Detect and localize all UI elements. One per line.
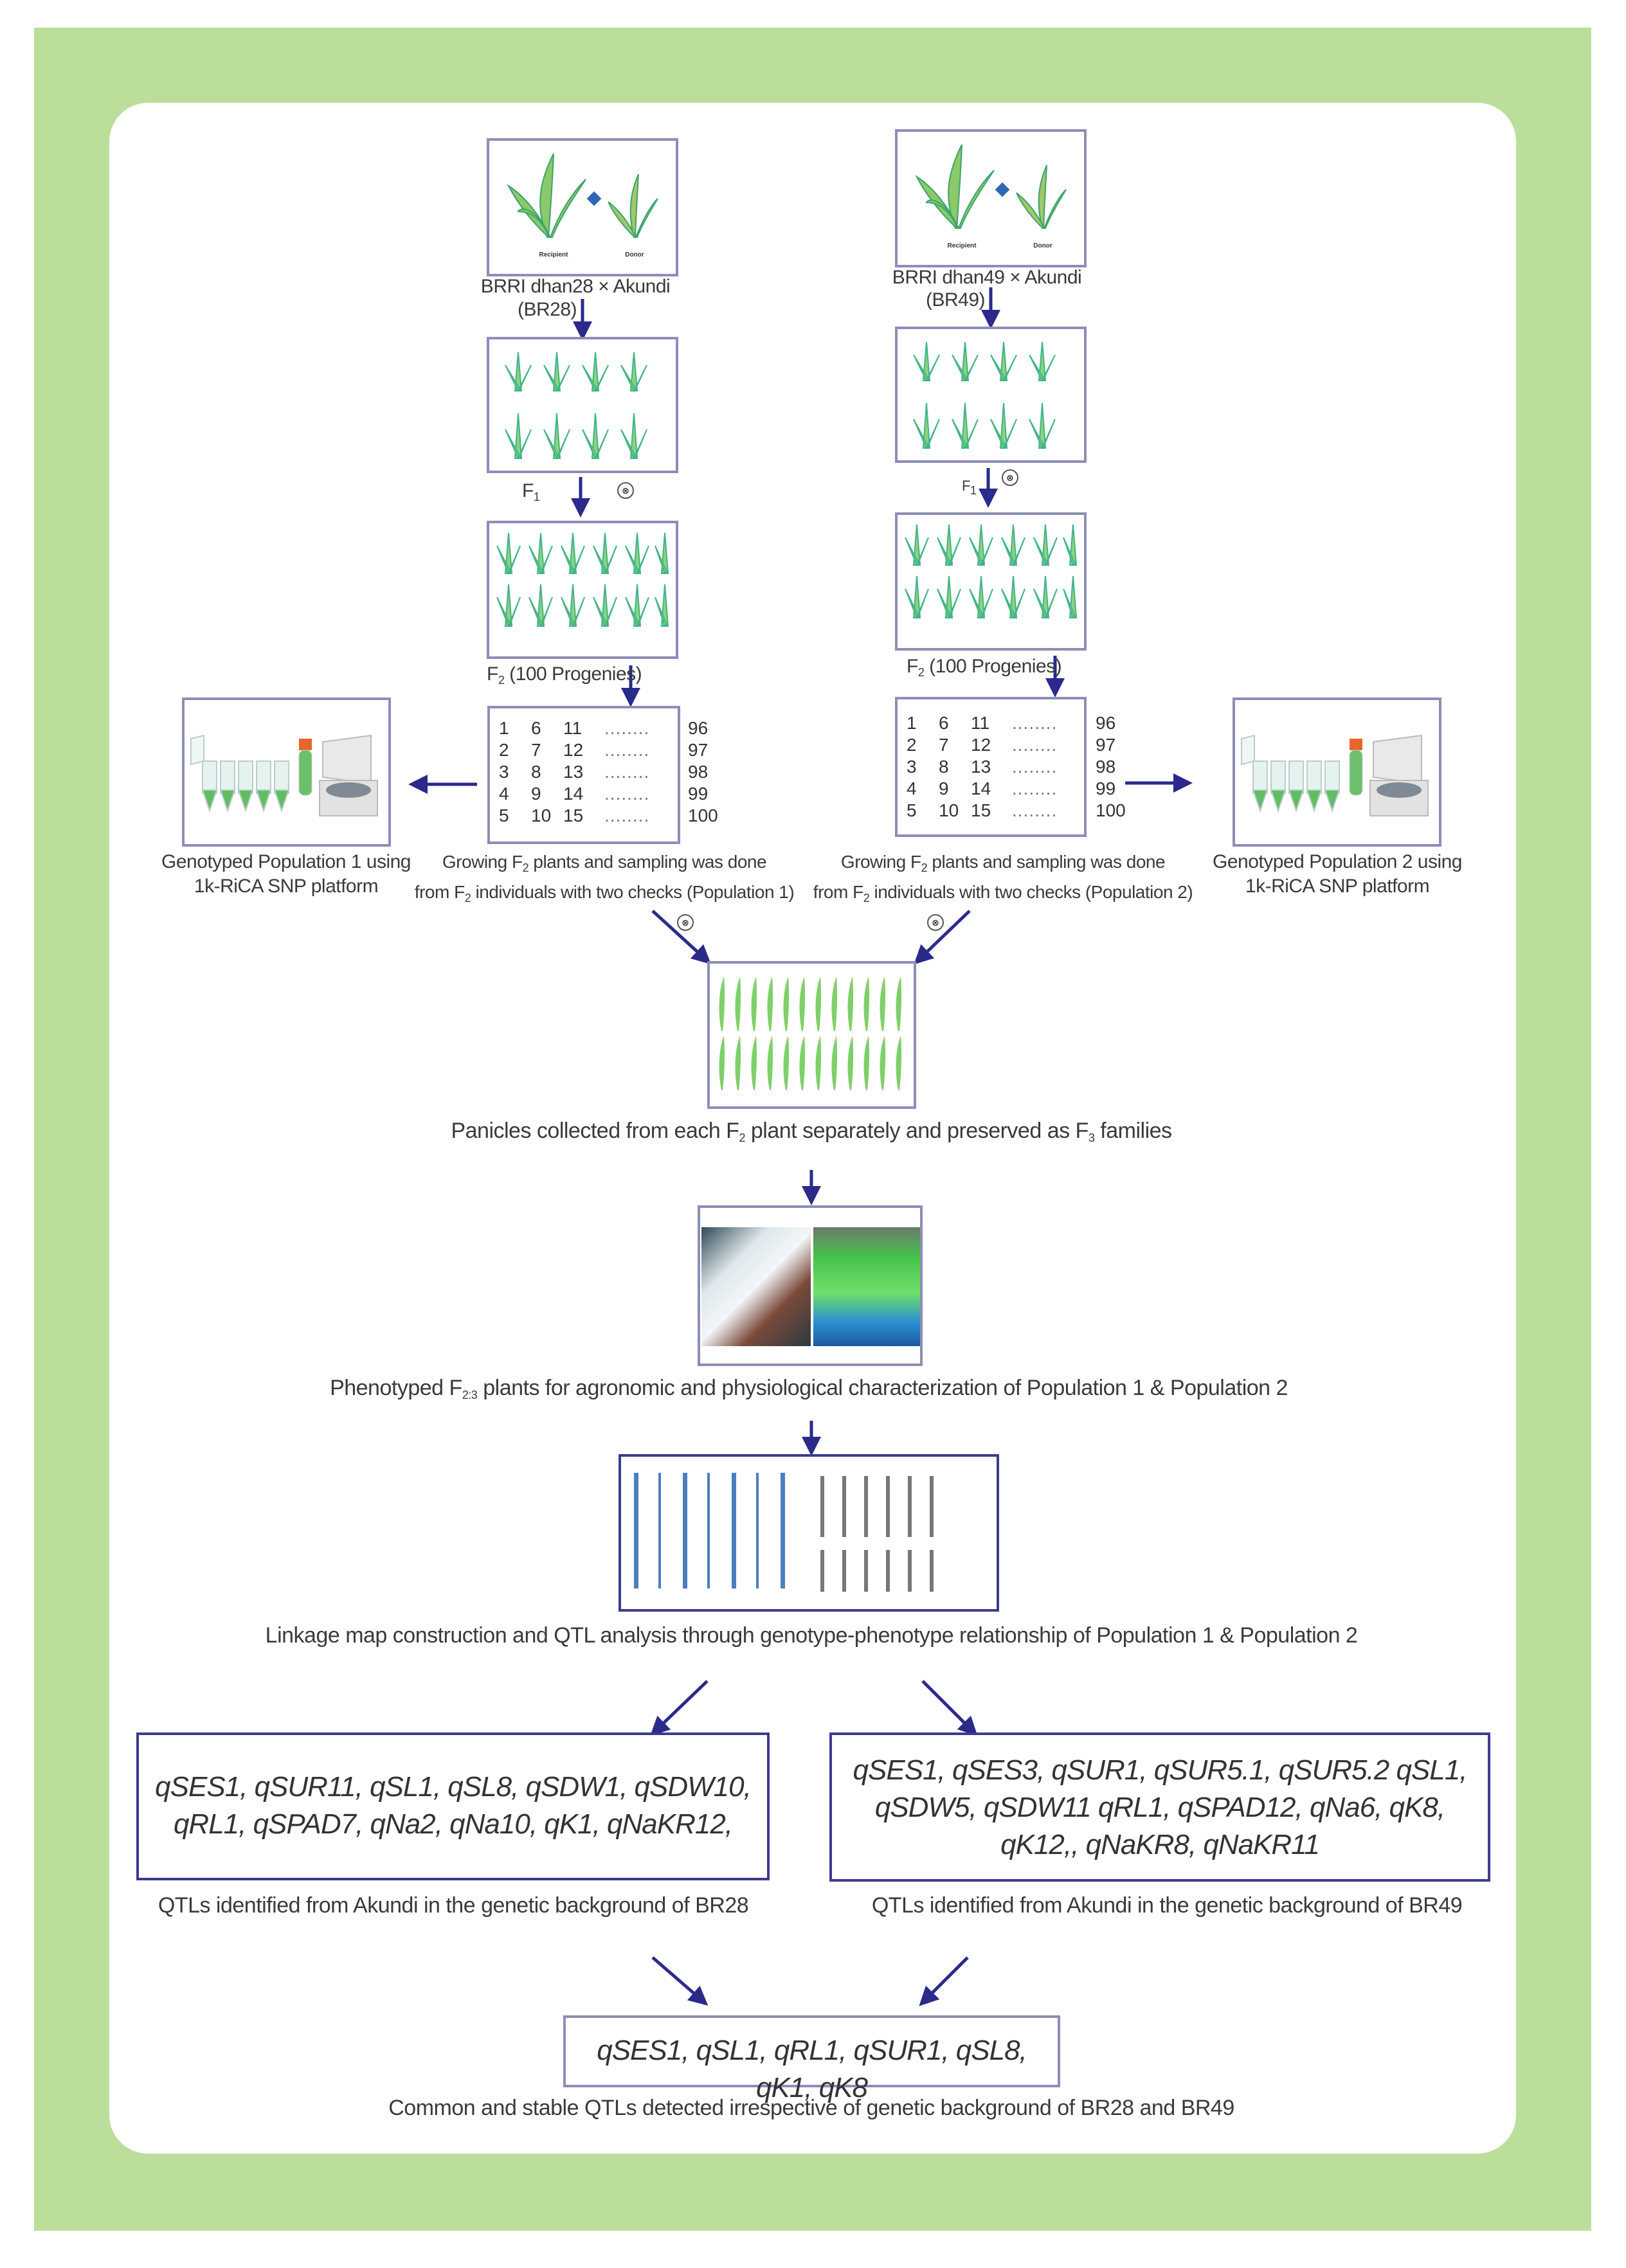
linkage-group-bar	[886, 1550, 890, 1592]
panicle-icon	[864, 1036, 870, 1090]
panicle-icon	[816, 1036, 822, 1090]
qtl-list-br49: qSES1, qSES3, qSUR1, qSUR5.1, qSUR5.2 qSL1, qSDW5, qSDW11 qRL1, qSPAD12, qNa6, qK8, qK12,, qNaKR8, qNaKR11	[853, 1754, 1467, 1860]
panicle-icon	[848, 1036, 854, 1090]
donor-label: Donor	[625, 251, 644, 258]
linkage-map-box	[619, 1454, 999, 1612]
qtl-box-br49	[829, 1733, 1490, 1882]
recipient-label: Recipient	[947, 242, 977, 249]
common-qtl-caption: Common and stable QTLs detected irrespective of genetic background of BR28 and BR49	[388, 2096, 1234, 2120]
qtl-caption-br28: QTLs identified from Akundi in the genetic background of BR28	[158, 1893, 749, 1918]
common-qtl-list: qSES1, qSL1, qRL1, qSUR1, qSL8, qK1, qK8	[597, 2035, 1027, 2103]
panicle-icon	[832, 1036, 838, 1090]
f1-label-left: $F_1$	[522, 480, 540, 503]
panicle-icon	[880, 977, 886, 1031]
linkage-group-bar	[864, 1476, 868, 1537]
phenotyping-photo-seedlings	[813, 1227, 920, 1346]
table-row: 2 7 12 ........ 97	[907, 735, 1116, 755]
donor-label: Donor	[1033, 242, 1052, 249]
panicle-icon	[736, 1036, 741, 1090]
qtl-box-br28	[136, 1733, 770, 1880]
panicle-icon	[896, 1036, 902, 1090]
panicles-caption: Panicles collected from each $F_2$ plant separately and preserved as $F_3$ families	[451, 1119, 1172, 1144]
chromosome-bar	[683, 1473, 687, 1589]
chromosome-bar	[732, 1473, 736, 1589]
phenotyping-photo-box	[698, 1205, 923, 1366]
panicle-icon	[800, 1036, 806, 1090]
panicle-icon	[752, 1036, 757, 1090]
linkage-group-bar	[908, 1550, 912, 1592]
linkage-group-bar	[820, 1476, 824, 1537]
panicle-icon	[848, 977, 854, 1031]
panicles-icon	[710, 964, 914, 1106]
table-row: 4 9 14 ........ 99	[907, 779, 1116, 798]
tubes-centrifuge-icon	[185, 700, 388, 844]
arrow-qtl1-to-common	[653, 1958, 701, 1999]
panicle-icon	[816, 977, 822, 1031]
progeny-grid	[499, 717, 727, 827]
linkage-map-chart-icon	[621, 1457, 997, 1609]
selfing-icon: ⊗	[927, 914, 944, 931]
selfing-icon: ⊗	[1002, 469, 1018, 486]
panicle-icon	[880, 1036, 886, 1090]
table-row: 1 6 11 ........ 96	[907, 713, 1116, 733]
panicles-box	[707, 961, 916, 1109]
phenotyping-caption: Phenotyped $F_{2:3}$ plants for agronomic and physiological characterization of Population 1 & Population 2	[330, 1376, 1288, 1401]
linkage-group-bar	[842, 1550, 846, 1592]
panicle-icon	[800, 977, 806, 1031]
progeny-table-br49	[895, 697, 1126, 837]
table-row: 2 7 12 ........ 97	[499, 740, 709, 760]
f2-plants-box-br28	[487, 521, 678, 659]
cross-symbol-icon	[995, 183, 1010, 197]
progeny-table-br28	[487, 706, 718, 844]
f1-label-right: $F_1$	[962, 478, 977, 497]
f2-plants-box-br49	[895, 512, 1087, 651]
chromosome-bar	[756, 1473, 759, 1589]
table-row: 1 6 11 ........ 96	[499, 718, 709, 738]
growing-caption-pop2: Growing $F_2$ plants and sampling was done from $F_2$ individuals with two checks (Population 2)	[813, 852, 1193, 905]
rice-plants-cross-icon	[489, 141, 676, 274]
linkage-group-bar	[908, 1476, 912, 1537]
panicle-icon	[832, 977, 838, 1031]
genotyping-box-pop1	[182, 698, 391, 847]
cross-label-br28: BRRI dhan28 × Akundi	[480, 276, 671, 297]
linkage-group-bar	[842, 1476, 846, 1537]
common-qtl-box	[563, 2015, 1060, 2103]
linkage-group-bar	[864, 1550, 868, 1592]
f1-rice-plants-icon	[489, 339, 676, 471]
chromosome-bar	[781, 1473, 785, 1589]
arrow-linkage-to-qtl2	[923, 1681, 971, 1729]
table-row: 5 10 15 ........ 100	[499, 806, 718, 825]
chromosome-bar	[707, 1473, 710, 1589]
chromosome-bar	[634, 1473, 638, 1589]
growing-caption-pop1: Growing $F_2$ plants and sampling was done from $F_2$ individuals with two checks (Population 1)	[414, 852, 795, 905]
genotyping-caption-pop1: Genotyped Population 1 using 1k-RiCA SNP platform	[161, 851, 411, 897]
linkage-group-bar	[886, 1476, 890, 1537]
linkage-group-bar	[930, 1476, 934, 1537]
cross-abbrev-br49: (BR49)	[926, 289, 986, 310]
panicle-icon	[784, 977, 790, 1031]
f1-plants-box-br28	[487, 337, 678, 473]
panicle-icon	[719, 977, 725, 1031]
cross-symbol-icon	[587, 192, 602, 206]
chromosome-bar	[658, 1473, 661, 1589]
f2-rice-plants-icon	[898, 515, 1084, 648]
table-row: 4 9 14 ........ 99	[499, 784, 709, 804]
genotyping-box-pop2	[1233, 698, 1441, 847]
qtl-list-br28: qSES1, qSUR11, qSL1, qSL8, qSDW1, qSDW10, qRL1, qSPAD7, qNa2, qNa10, qK1, qNaKR12,	[155, 1771, 751, 1840]
linkage-caption: Linkage map construction and QTL analysis through genotype-phenotype relationship of Population 1 & Population 2	[265, 1623, 1358, 1648]
linkage-group-bar	[930, 1550, 934, 1592]
linkage-group-bar	[820, 1550, 824, 1592]
table-row: 5 10 15 ........ 100	[907, 800, 1126, 820]
selfing-icon: ⊗	[677, 914, 694, 931]
rice-plants-cross-icon	[898, 132, 1084, 265]
f1-plants-box-br49	[895, 327, 1087, 463]
panicle-icon	[768, 1036, 773, 1090]
panicle-icon	[784, 1036, 790, 1090]
panicle-icon	[736, 977, 741, 1031]
f2-rice-plants-icon	[489, 523, 676, 656]
genotyping-caption-pop2: Genotyped Population 2 using 1k-RiCA SNP platform	[1213, 851, 1462, 897]
arrow-qtl2-to-common	[926, 1958, 968, 1999]
cross-label-br49: BRRI dhan49 × Akundi	[892, 267, 1082, 288]
qtl-caption-br49: QTLs identified from Akundi in the genetic background of BR49	[871, 1893, 1463, 1918]
cross-box-br49	[895, 129, 1087, 267]
phenotyping-photo-hand	[701, 1227, 811, 1346]
cross-abbrev-br28: (BR28)	[518, 299, 577, 320]
arrow-linkage-to-qtl1	[657, 1681, 707, 1729]
selfing-icon: ⊗	[617, 482, 634, 499]
cross-box-br28	[487, 138, 678, 276]
table-row: 3 8 13 ........ 98	[499, 762, 709, 782]
f2-label-right: $F_2$ (100 Progenies)	[907, 656, 1062, 679]
panicle-icon	[864, 977, 870, 1031]
recipient-label: Recipient	[539, 251, 568, 258]
f2-label-left: $F_2$ (100 Progenies)	[487, 663, 642, 687]
panicle-icon	[719, 1036, 725, 1090]
panicle-icon	[768, 977, 773, 1031]
progeny-grid	[907, 712, 1134, 822]
table-row: 3 8 13 ........ 98	[907, 757, 1116, 777]
tubes-centrifuge-icon	[1235, 700, 1439, 844]
panicle-icon	[752, 977, 757, 1031]
f1-rice-plants-icon	[898, 329, 1084, 460]
panicle-icon	[896, 977, 902, 1031]
